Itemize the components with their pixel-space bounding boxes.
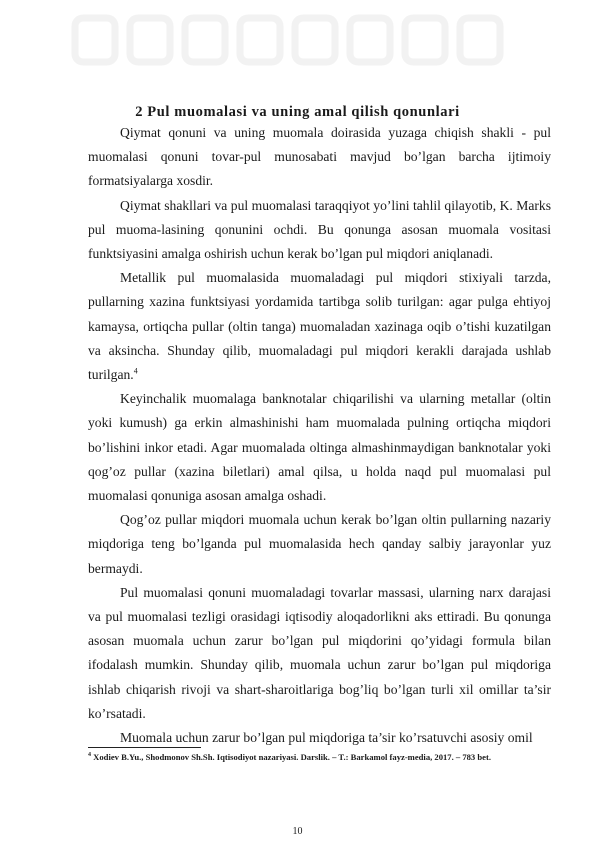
watermark-logo xyxy=(70,10,530,70)
paragraph xyxy=(88,266,551,387)
paragraph: Qog’oz pullar miqdori muomala uchun kerak bo’lgan oltin pullarning nazariy miqdoriga teng bo’lganda pul muomalasida hech qanday salbiy jarayonlar yuz bermaydi. xyxy=(88,512,551,576)
paragraph: Keyinchalik muomalaga banknotalar chiqarilishi va ularning metallar (oltin yoki kumush) ga erkin almashinishi ham muomalada pulning ortiqcha miqdori bo’lishini inkor etadi. Agar muomalada oltinga almashinmaydigan banknotalar yoki qog’oz pullar (xazina biletlari) amal qilsa, u holda naqd pul muomalasi pul muomalasi qonuniga asosan amalga oshadi. xyxy=(88,391,551,504)
page-number: 10 xyxy=(292,826,303,837)
paragraph: Qiymat qonuni va uning muomala doirasida yuzaga chiqish shakli - pul muomalasi qonuni tovar-pul munosabati mavjud bo’lgan barcha ijtimoiy formatsiyalarga xosdir. xyxy=(88,125,551,189)
footnote-text: Xodiev B.Yu., Shodmonov Sh.Sh. Iqtisodiyot nazariyasi. Darslik. – T.: Barkamol fayz-media, 2017. – 783 bet. xyxy=(93,752,491,762)
footnote-reference[interactable]: 4 xyxy=(133,366,138,376)
paragraph: Pul muomalasi qonuni muomaladagi tovarlar massasi, ularning narx darajasi va pul muomalasi tezligi orasidagi iqtisodiy aloqadorlikni aks ettiradi. Bu qonunga asosan muomala uchun zarur bo’lgan pul miqdorini qo’yidagi formula bilan ifodalash mumkin. Shunday qilib, muomala uchun zarur bo’lgan pul miqdoriga ishlab chiqarish rivoji va shart-sharoitlariga bog’liq bo’lgan turli xil omillar ta’sir ko’rsatadi. xyxy=(88,584,551,721)
section-title: 2 Pul muomalasi va uning amal qilish qonunlari xyxy=(135,104,460,120)
paragraph: Muomala uchun zarur bo’lgan pul miqdoriga ta’sir ko’rsatuvchi asosiy omil xyxy=(120,730,533,746)
footnote-marker: 4 xyxy=(88,752,91,759)
body-text xyxy=(88,121,551,750)
footnote-divider xyxy=(88,747,201,748)
paragraph: Qiymat shakllari va pul muomalasi taraqqiyot yo’lini tahlil qilayotib, K. Marks pul muoma-lasining qonunini ochdi. Bu qonunga asosan muomala vositasi funktsiyasini amalga oshirish uchun kerak bo’lgan pul miqdori aniqlanadi. xyxy=(88,197,551,262)
paragraph-text: Metallik pul muomalasida muomaladagi pul miqdori stixiyali tarzda, pullarning xazina funktsiyasi yordamida tartibga solib turilgan: agar pulga ehtiyoj kamaysa, ortiqcha pullar (oltin tanga) muomaladan xazinaga oqib o’tishi kuzatilgan va aksincha. Shunday qilib, muomaladagi pul miqdori kerakli darajada ushlab turilgan. xyxy=(88,270,551,383)
footnote xyxy=(88,752,551,762)
